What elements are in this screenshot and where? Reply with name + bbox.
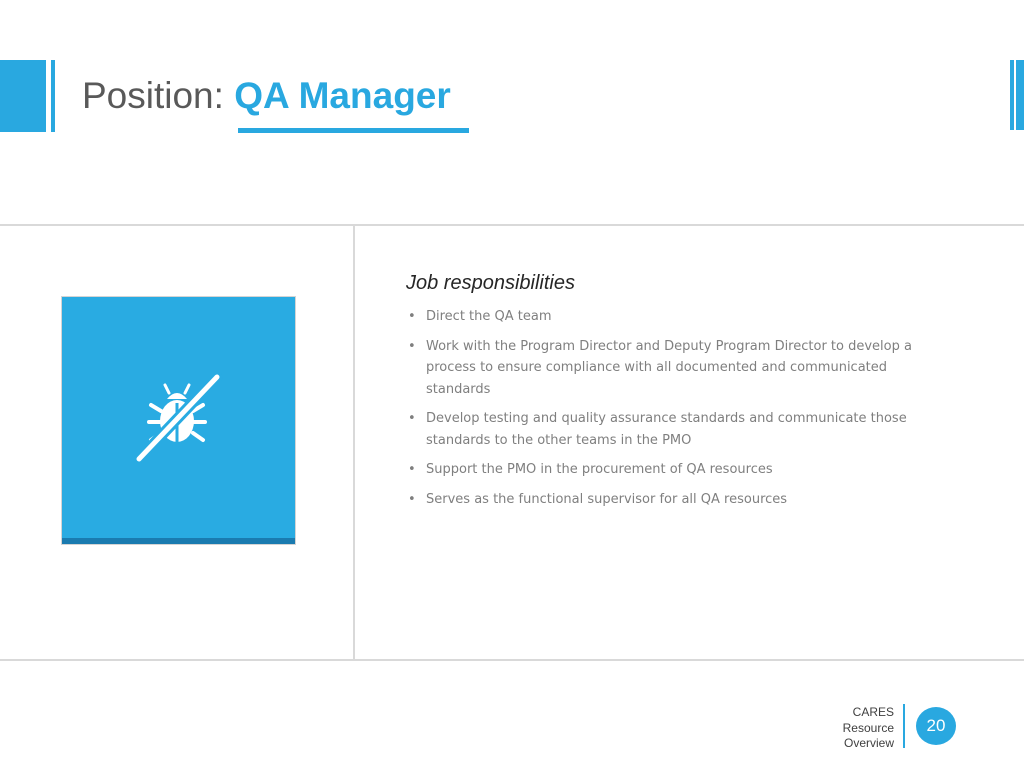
- footer-line-2: Resource: [842, 720, 894, 735]
- responsibility-item: • Work with the Program Director and Deputy Program Director to develop a process to ensure compliance with all documented and communicated standards: [408, 336, 953, 401]
- responsibility-item: • Serves as the functional supervisor for all QA resources: [408, 489, 953, 511]
- bottom-divider: [0, 659, 1024, 661]
- left-accent-stripe: [51, 60, 55, 132]
- page-number-badge: 20: [916, 707, 956, 745]
- title-underline: [238, 128, 469, 133]
- section-heading: Job responsibilities: [406, 272, 575, 294]
- icon-tile-base: [62, 538, 295, 544]
- responsibility-item: • Support the PMO in the procurement of QA resources: [408, 459, 953, 481]
- title-prefix: Position:: [82, 75, 235, 116]
- footer-divider: [903, 704, 905, 748]
- responsibility-item: • Direct the QA team: [408, 306, 953, 328]
- footer-caption: [818, 705, 894, 752]
- responsibilities-list: [408, 306, 953, 518]
- slide-title: [82, 74, 451, 118]
- right-accent-stripe: [1010, 60, 1014, 130]
- right-accent-bar: [1016, 60, 1024, 130]
- title-highlight: QA Manager: [234, 75, 451, 116]
- footer-line-3: Overview: [843, 736, 894, 750]
- no-bug-icon: [129, 369, 225, 465]
- responsibility-item: • Develop testing and quality assurance standards and communicate those standards to the other teams in the PMO: [408, 408, 953, 451]
- vertical-divider: [353, 226, 355, 659]
- top-divider: [0, 224, 1024, 226]
- footer-line-1: CARES: [852, 705, 894, 719]
- left-accent-bar: [0, 60, 46, 132]
